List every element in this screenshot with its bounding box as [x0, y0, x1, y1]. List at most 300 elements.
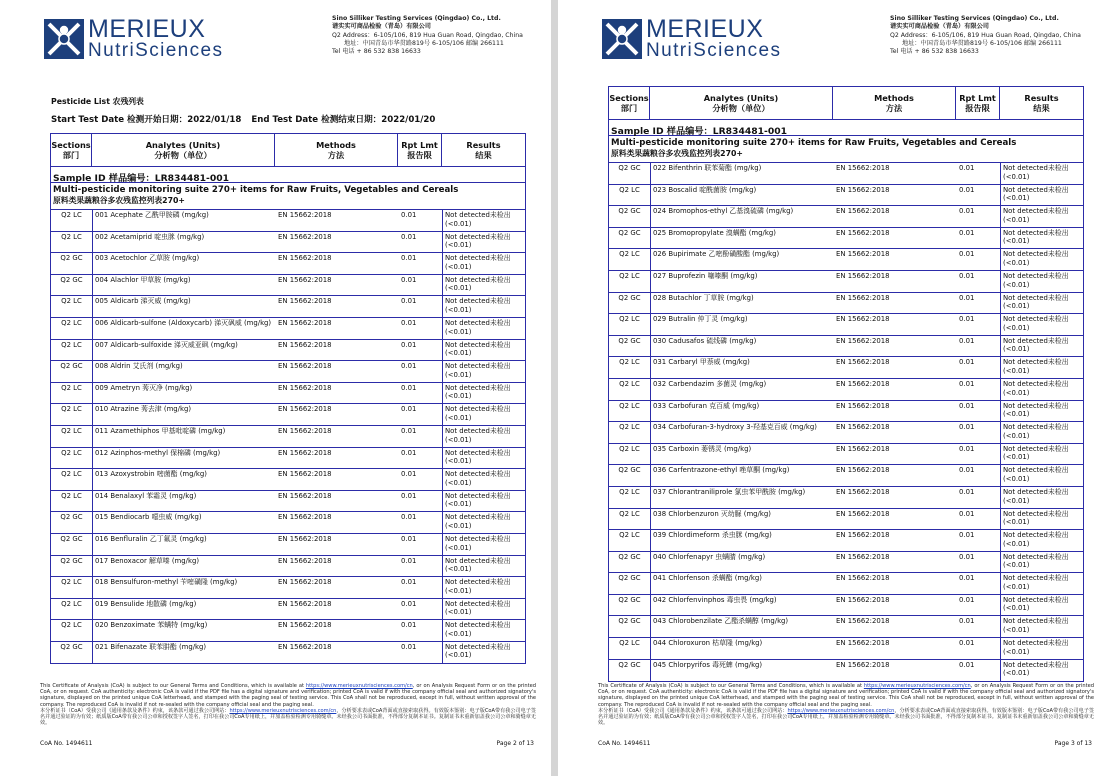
company-info — [332, 15, 547, 56]
sample-id: Sample ID 样品编号：LR834481-001 — [51, 167, 525, 183]
cell-result: Not detected未检出(<0.01) — [442, 318, 525, 339]
cell-rpt-lmt: 0.01 — [959, 595, 975, 604]
cell-rpt-lmt: 0.01 — [959, 336, 975, 345]
document-page-2 — [0, 0, 551, 776]
cell-analyte: 028 Butachlor 丁草胺 (mg/kg) — [650, 293, 833, 314]
cell-result: Not detected未检出(<0.01) — [442, 383, 525, 404]
header-methods: Methods 方法 — [833, 87, 956, 119]
table-row — [51, 534, 525, 556]
cell-section: Q2 LC — [619, 379, 640, 388]
cell-result: Not detected未检出(<0.01) — [442, 232, 525, 253]
table-row — [51, 620, 525, 642]
coa-number: CoA No. 1494611 — [598, 740, 651, 747]
table-row — [51, 275, 525, 297]
cell-analyte: 012 Azinphos-methyl 保棉磷 (mg/kg) — [92, 448, 275, 469]
cell-result: Not detected未检出(<0.01) — [1000, 444, 1083, 465]
cell-result: Not detected未检出(<0.01) — [1000, 552, 1083, 573]
cell-rpt-lmt: 0.01 — [959, 466, 975, 475]
cell-section: Q2 LC — [61, 578, 82, 587]
cell-result: Not detected未检出(<0.01) — [1000, 271, 1083, 292]
cell-analyte: 009 Ametryn 莠灭净 (mg/kg) — [92, 383, 275, 404]
cell-analyte: 037 Chlorantraniliprole 氯虫苯甲酰胺 (mg/kg) — [650, 487, 833, 508]
cell-analyte: 031 Carbaryl 甲萘威 (mg/kg) — [650, 357, 833, 378]
cell-result: Not detected未检出(<0.01) — [1000, 293, 1083, 314]
cell-result: Not detected未检出(<0.01) — [442, 469, 525, 490]
cell-rpt-lmt: 0.01 — [401, 318, 417, 327]
cell-section: Q2 LC — [61, 211, 82, 219]
table-row — [609, 185, 1083, 207]
cell-rpt-lmt: 0.01 — [959, 358, 975, 367]
cell-rpt-lmt: 0.01 — [959, 509, 975, 518]
cell-method: EN 15662:2018 — [836, 293, 890, 302]
cell-section: Q2 GC — [60, 275, 83, 284]
cell-analyte: 029 Butralin 仲丁灵 (mg/kg) — [650, 314, 833, 335]
cell-method: EN 15662:2018 — [278, 340, 332, 349]
results-table — [608, 86, 1084, 682]
cell-analyte: 013 Azoxystrobin 嘧菌酯 (mg/kg) — [92, 469, 275, 490]
cell-method: EN 15662:2018 — [278, 383, 332, 392]
cell-result: Not detected未检出(<0.01) — [1000, 638, 1083, 659]
cell-result: Not detected未检出(<0.01) — [442, 404, 525, 425]
cell-result: Not detected未检出(<0.01) — [1000, 465, 1083, 486]
cell-rpt-lmt: 0.01 — [401, 426, 417, 435]
cell-method: EN 15662:2018 — [278, 491, 332, 500]
table-row — [51, 340, 525, 362]
table-row — [51, 426, 525, 448]
cell-rpt-lmt: 0.01 — [401, 621, 417, 630]
document-page-3 — [558, 0, 1109, 776]
cell-analyte: 035 Carboxin 萎锈灵 (mg/kg) — [650, 444, 833, 465]
cell-rpt-lmt: 0.01 — [959, 293, 975, 302]
cell-result: Not detected未检出(<0.01) — [1000, 595, 1083, 616]
end-test-date: End Test Date 检测结束日期：2022/01/20 — [251, 115, 436, 125]
logo-sub: NutriSciences — [646, 40, 782, 61]
cell-method: EN 15662:2018 — [836, 639, 890, 648]
cell-method: EN 15662:2018 — [836, 401, 890, 410]
cell-result: Not detected未检出(<0.01) — [1000, 163, 1083, 184]
cell-rpt-lmt: 0.01 — [959, 531, 975, 540]
cell-result: Not detected未检出(<0.01) — [442, 534, 525, 555]
cell-rpt-lmt: 0.01 — [401, 599, 417, 608]
table-row — [609, 660, 1083, 682]
cell-section: Q2 GC — [60, 362, 83, 371]
cell-rpt-lmt: 0.01 — [401, 470, 417, 479]
cell-method: EN 15662:2018 — [278, 275, 332, 284]
cell-method: EN 15662:2018 — [836, 336, 890, 345]
cell-analyte: 023 Boscalid 啶酰菌胺 (mg/kg) — [650, 185, 833, 206]
terms-link-cn[interactable]: https://www.merieuxnutrisciences.com/cn — [787, 707, 895, 714]
cell-analyte: 015 Bendiocarb 噁虫威 (mg/kg) — [92, 512, 275, 533]
cell-method: EN 15662:2018 — [836, 660, 890, 669]
cell-method: EN 15662:2018 — [278, 362, 332, 371]
company-address-cn: 地址：中国青岛市华贯路819号 6-105/106 邮编 266111 — [902, 39, 1062, 47]
table-row — [51, 383, 525, 405]
cell-result: Not detected未检出(<0.01) — [442, 275, 525, 296]
cell-result: Not detected未检出(<0.01) — [442, 426, 525, 447]
cell-rpt-lmt: 0.01 — [959, 574, 975, 583]
cell-result: Not detected未检出(<0.01) — [1000, 573, 1083, 594]
cell-analyte: 039 Chlordimeform 杀虫脒 (mg/kg) — [650, 530, 833, 551]
cell-section: Q2 LC — [619, 509, 640, 518]
cell-result: Not detected未检出(<0.01) — [1000, 487, 1083, 508]
cell-section: Q2 GC — [60, 513, 83, 522]
cell-rpt-lmt: 0.01 — [959, 207, 975, 216]
cell-result: Not detected未检出(<0.01) — [1000, 530, 1083, 551]
table-row — [609, 357, 1083, 379]
cell-analyte: 007 Aldicarb-sulfoxide 涕灭威亚砜 (mg/kg) — [92, 340, 275, 361]
cell-analyte: 003 Acetochlor 乙草胺 (mg/kg) — [92, 253, 275, 274]
table-row — [609, 293, 1083, 315]
cell-result: Not detected未检出(<0.01) — [442, 577, 525, 598]
cell-method: EN 15662:2018 — [278, 599, 332, 608]
cell-rpt-lmt: 0.01 — [959, 617, 975, 626]
logo-name: MERIEUX — [646, 15, 764, 43]
table-row — [51, 491, 525, 513]
cell-rpt-lmt: 0.01 — [401, 448, 417, 457]
cell-section: Q2 LC — [619, 401, 640, 410]
table-header — [51, 134, 525, 167]
header-analytes: Analytes (Units) 分析物（单位） — [650, 87, 833, 119]
suite-title — [51, 183, 525, 210]
cell-result: Not detected未检出(<0.01) — [1000, 401, 1083, 422]
cell-analyte: 027 Buprofezin 噻嗪酮 (mg/kg) — [650, 271, 833, 292]
cell-section: Q2 GC — [618, 574, 641, 583]
cell-rpt-lmt: 0.01 — [401, 642, 417, 651]
cell-section: Q2 GC — [618, 466, 641, 475]
cell-method: EN 15662:2018 — [836, 164, 890, 172]
cell-section: Q2 LC — [61, 318, 82, 327]
cell-rpt-lmt: 0.01 — [401, 513, 417, 522]
table-row — [609, 444, 1083, 466]
cell-analyte: 011 Azamethiphos 甲基吡啶磷 (mg/kg) — [92, 426, 275, 447]
cell-method: EN 15662:2018 — [836, 595, 890, 604]
page-number: Page 3 of 13 — [1054, 740, 1092, 747]
cell-section: Q2 GC — [60, 254, 83, 263]
cell-analyte: 038 Chlorbenzuron 灭幼脲 (mg/kg) — [650, 509, 833, 530]
coa-number: CoA No. 1494611 — [40, 740, 93, 747]
cell-section: Q2 LC — [619, 185, 640, 194]
cell-method: EN 15662:2018 — [278, 297, 332, 306]
cell-method: EN 15662:2018 — [836, 207, 890, 216]
cell-section: Q2 LC — [619, 271, 640, 280]
sample-id: Sample ID 样品编号：LR834481-001 — [609, 120, 1083, 136]
cell-rpt-lmt: 0.01 — [959, 423, 975, 432]
cell-section: Q2 LC — [619, 444, 640, 453]
cell-method: EN 15662:2018 — [836, 250, 890, 259]
cell-section: Q2 LC — [61, 383, 82, 392]
company-name-en: Sino Silliker Testing Services (Qingdao) Co., Ltd. — [332, 15, 501, 22]
cell-result: Not detected未检出(<0.01) — [442, 448, 525, 469]
cell-section: Q2 LC — [61, 405, 82, 414]
cell-section: Q2 LC — [619, 531, 640, 540]
cell-result: Not detected未检出(<0.01) — [442, 210, 525, 231]
cell-analyte: 006 Aldicarb-sulfone (Aldoxycarb) 涕灭砜威 (mg/kg) — [92, 318, 275, 339]
table-row — [51, 232, 525, 254]
cell-section: Q2 LC — [61, 232, 82, 241]
company-name-en: Sino Silliker Testing Services (Qingdao) Co., Ltd. — [890, 15, 1059, 22]
company-name-cn: 谱实实可商品检验（青岛）有限公司 — [890, 23, 989, 31]
table-row — [609, 314, 1083, 336]
table-row — [51, 512, 525, 534]
cell-result: Not detected未检出(<0.01) — [1000, 509, 1083, 530]
merieux-logo — [602, 17, 802, 65]
cell-analyte: 021 Bifenazate 联苯肼酯 (mg/kg) — [92, 642, 275, 664]
cell-method: EN 15662:2018 — [278, 448, 332, 457]
cell-section: Q2 GC — [618, 336, 641, 345]
cell-method: EN 15662:2018 — [278, 534, 332, 543]
table-row — [51, 318, 525, 340]
cell-rpt-lmt: 0.01 — [401, 556, 417, 565]
suite-title-en: Multi-pesticide monitoring suite 270+ items for Raw Fruits, Vegetables and Cereals — [611, 138, 1017, 148]
cell-rpt-lmt: 0.01 — [401, 275, 417, 284]
page-gutter — [551, 0, 558, 776]
table-body — [51, 210, 525, 663]
cell-rpt-lmt: 0.01 — [959, 271, 975, 280]
cell-analyte: 045 Chlorpyrifos 毒死蜱 (mg/kg) — [650, 660, 833, 682]
cell-method: EN 15662:2018 — [836, 552, 890, 561]
terms-link-cn[interactable]: https://www.merieuxnutrisciences.com/cn — [229, 707, 337, 714]
cell-result: Not detected未检出(<0.01) — [442, 491, 525, 512]
cell-analyte: 026 Bupirimate 乙嘧酚磺酸酯 (mg/kg) — [650, 249, 833, 270]
cell-result: Not detected未检出(<0.01) — [442, 340, 525, 361]
cell-rpt-lmt: 0.01 — [959, 660, 975, 669]
cell-analyte: 008 Aldrin 艾氏剂 (mg/kg) — [92, 361, 275, 382]
cell-section: Q2 GC — [618, 552, 641, 561]
cell-rpt-lmt: 0.01 — [401, 491, 417, 500]
cell-method: EN 15662:2018 — [278, 621, 332, 630]
cell-section: Q2 GC — [618, 207, 641, 216]
page-number: Page 2 of 13 — [496, 740, 534, 747]
cell-rpt-lmt: 0.01 — [401, 534, 417, 543]
cell-rpt-lmt: 0.01 — [401, 297, 417, 306]
cell-analyte: 014 Benalaxyl 苯霜灵 (mg/kg) — [92, 491, 275, 512]
cell-method: EN 15662:2018 — [836, 487, 890, 496]
cell-method: EN 15662:2018 — [278, 642, 332, 651]
cell-result: Not detected未检出(<0.01) — [1000, 249, 1083, 270]
cell-rpt-lmt: 0.01 — [401, 383, 417, 392]
cell-analyte: 041 Chlorfenson 杀螨酯 (mg/kg) — [650, 573, 833, 594]
cell-method: EN 15662:2018 — [836, 617, 890, 626]
table-body — [609, 163, 1083, 681]
cell-method: EN 15662:2018 — [278, 254, 332, 263]
cell-section: Q2 LC — [61, 448, 82, 457]
company-info — [890, 15, 1105, 56]
company-address-en: Q2 Address：6-105/106, 819 Hua Guan Road, Qingdao, China — [890, 31, 1081, 39]
table-row — [51, 556, 525, 578]
cell-method: EN 15662:2018 — [836, 271, 890, 280]
cell-analyte: 001 Acephate 乙酰甲胺磷 (mg/kg) — [92, 210, 275, 231]
table-row — [51, 296, 525, 318]
table-row — [609, 401, 1083, 423]
header-results: Results 结果 — [466, 140, 501, 160]
table-row — [609, 595, 1083, 617]
cell-result: Not detected未检出(<0.01) — [442, 253, 525, 274]
table-row — [609, 465, 1083, 487]
table-row — [609, 616, 1083, 638]
cell-result: Not detected未检出(<0.01) — [1000, 336, 1083, 357]
cell-analyte: 018 Bensulfuron-methyl 苄嘧磺隆 (mg/kg) — [92, 577, 275, 598]
suite-title-cn: 原料类果蔬粮谷多农残监控列表270+ — [53, 196, 185, 205]
terms-link[interactable]: https://www.merieuxnutrisciences.com/cn — [305, 683, 413, 689]
suite-title-en: Multi-pesticide monitoring suite 270+ items for Raw Fruits, Vegetables and Cereals — [53, 185, 459, 195]
table-row — [609, 271, 1083, 293]
company-tel: Tel 电话 + 86 532 838 16633 — [890, 48, 979, 56]
cell-rpt-lmt: 0.01 — [959, 639, 975, 648]
header-analytes: Analytes (Units) 分析物（单位） — [92, 134, 275, 166]
table-row — [609, 573, 1083, 595]
merieux-logo — [44, 17, 244, 65]
cell-result: Not detected未检出(<0.01) — [1000, 660, 1083, 682]
header-sections: Sections 部门 — [609, 87, 650, 119]
cell-section: Q2 GC — [618, 228, 641, 237]
cell-rpt-lmt: 0.01 — [401, 362, 417, 371]
company-address-cn: 地址：中国青岛市华贯路819号 6-105/106 邮编 266111 — [344, 39, 504, 47]
cell-rpt-lmt: 0.01 — [401, 405, 417, 414]
cell-analyte: 025 Bromopropylate 溴螨酯 (mg/kg) — [650, 228, 833, 249]
cell-rpt-lmt: 0.01 — [959, 444, 975, 453]
cell-section: Q2 GC — [618, 595, 641, 604]
table-row — [51, 404, 525, 426]
table-row — [51, 642, 525, 664]
cell-rpt-lmt: 0.01 — [959, 164, 975, 172]
header-rpt-lmt: Rpt Lmt 报告限 — [398, 134, 442, 166]
cell-section: Q2 LC — [61, 297, 82, 306]
cell-result: Not detected未检出(<0.01) — [1000, 422, 1083, 443]
cell-method: EN 15662:2018 — [278, 318, 332, 327]
cell-analyte: 034 Carbofuran-3-hydroxy 3-羟基克百威 (mg/kg) — [650, 422, 833, 443]
table-row — [609, 638, 1083, 660]
cell-method: EN 15662:2018 — [278, 513, 332, 522]
table-row — [51, 448, 525, 470]
suite-title — [609, 136, 1083, 163]
company-address-en: Q2 Address：6-105/106, 819 Hua Guan Road, Qingdao, China — [332, 31, 523, 39]
cell-method: EN 15662:2018 — [836, 423, 890, 432]
table-row — [609, 422, 1083, 444]
cell-rpt-lmt: 0.01 — [401, 340, 417, 349]
cell-result: Not detected未检出(<0.01) — [442, 512, 525, 533]
cell-section: Q2 LC — [61, 491, 82, 500]
table-row — [609, 509, 1083, 531]
cell-method: EN 15662:2018 — [836, 531, 890, 540]
results-table — [50, 133, 526, 664]
cell-analyte: 002 Acetamiprid 啶虫脒 (mg/kg) — [92, 232, 275, 253]
cell-result: Not detected未检出(<0.01) — [1000, 228, 1083, 249]
cell-rpt-lmt: 0.01 — [401, 254, 417, 263]
cell-rpt-lmt: 0.01 — [401, 211, 417, 219]
cell-method: EN 15662:2018 — [278, 405, 332, 414]
cell-analyte: 030 Cadusafos 硫线磷 (mg/kg) — [650, 336, 833, 357]
cell-analyte: 033 Carbofuran 克百威 (mg/kg) — [650, 401, 833, 422]
cell-analyte: 040 Chlorfenapyr 虫螨腈 (mg/kg) — [650, 552, 833, 573]
cell-section: Q2 GC — [60, 556, 83, 565]
cell-analyte: 022 Bifenthrin 联苯菊酯 (mg/kg) — [650, 163, 833, 184]
table-row — [51, 469, 525, 491]
cell-analyte: 005 Aldicarb 涕灭威 (mg/kg) — [92, 296, 275, 317]
cell-rpt-lmt: 0.01 — [401, 578, 417, 587]
cell-analyte: 044 Chloroxuron 枯草隆 (mg/kg) — [650, 638, 833, 659]
disclaimer: This Certificate of Analysis (CoA) is subject to our General Terms and Conditions, which is available at https://www.merieuxnutrisciences.com/cn, or on Analysis Request Form or on the printed CoA, or on request. CoA authenticity: electronic CoA is valid if the PDF file has a digital signature and verification; printed CoA is valid if with the company official seal and authorized signatory's signature, displayed on the printed unique CoA letterhead, and stamped with the paging seal of testing service. This CoA shall not be reproduced, except in full, without written approval of the company. The reproduced CoA is invalid if not re-sealed with the company official seal and the paging seal. 本分析证书（CoA）受我公司《通用条款及条件》约束，该条款可通过我公司网站：https://www.merieuxnutrisciences.com/cn，分析要求表或CoA背面或直接索取获得。有效版本鉴别：电子版CoA带有我公司电子签名并通过验证的为有效；纸质版CoA带有我公司公章和授权签字人签名，打印在我公司CoA专用纸上，并加盖检验检测专用骑缝章。未经我公司书面批准，不得部分复制本证书。复制证书未重新加盖我公司公章和骑缝章无效。 — [40, 683, 536, 727]
cell-analyte: 010 Atrazine 莠去津 (mg/kg) — [92, 404, 275, 425]
cell-rpt-lmt: 0.01 — [959, 401, 975, 410]
cell-section: Q2 LC — [619, 250, 640, 259]
suite-title-cn: 原料类果蔬粮谷多农残监控列表270+ — [611, 149, 743, 158]
logo-mark-icon — [602, 19, 642, 59]
table-row — [609, 487, 1083, 509]
cell-method: EN 15662:2018 — [836, 315, 890, 324]
cell-method: EN 15662:2018 — [836, 466, 890, 475]
cell-section: Q2 LC — [61, 470, 82, 479]
cell-result: Not detected未检出(<0.01) — [1000, 357, 1083, 378]
cell-method: EN 15662:2018 — [836, 444, 890, 453]
cell-method: EN 15662:2018 — [278, 578, 332, 587]
company-tel: Tel 电话 + 86 532 838 16633 — [332, 48, 421, 56]
logo-sub: NutriSciences — [88, 40, 224, 61]
cell-section: Q2 LC — [619, 487, 640, 496]
cell-method: EN 15662:2018 — [836, 228, 890, 237]
cell-section: Q2 LC — [61, 426, 82, 435]
cell-analyte: 017 Benoxacor 解草嗪 (mg/kg) — [92, 556, 275, 577]
table-row — [609, 163, 1083, 185]
table-row — [609, 379, 1083, 401]
cell-result: Not detected未检出(<0.01) — [1000, 616, 1083, 637]
cell-method: EN 15662:2018 — [836, 358, 890, 367]
cell-rpt-lmt: 0.01 — [959, 228, 975, 237]
cell-analyte: 042 Chlorfenvinphos 毒虫畏 (mg/kg) — [650, 595, 833, 616]
cell-section: Q2 LC — [619, 423, 640, 432]
cell-rpt-lmt: 0.01 — [959, 315, 975, 324]
cell-analyte: 004 Alachlor 甲草胺 (mg/kg) — [92, 275, 275, 296]
cell-result: Not detected未检出(<0.01) — [1000, 379, 1083, 400]
start-test-date: Start Test Date 检测开始日期：2022/01/18 — [51, 115, 242, 125]
cell-result: Not detected未检出(<0.01) — [1000, 185, 1083, 206]
table-row — [51, 253, 525, 275]
cell-section: Q2 GC — [60, 642, 83, 651]
cell-section: Q2 LC — [61, 599, 82, 608]
cell-result: Not detected未检出(<0.01) — [442, 620, 525, 641]
cell-rpt-lmt: 0.01 — [959, 487, 975, 496]
header-methods: Methods 方法 — [275, 134, 398, 166]
cell-section: Q2 LC — [619, 315, 640, 324]
cell-section: Q2 GC — [618, 617, 641, 626]
table-row — [609, 336, 1083, 358]
cell-method: EN 15662:2018 — [278, 556, 332, 565]
cell-method: EN 15662:2018 — [278, 470, 332, 479]
cell-method: EN 15662:2018 — [278, 211, 332, 219]
logo-name: MERIEUX — [88, 15, 206, 43]
cell-analyte: 036 Carfentrazone-ethyl 唑草酮 (mg/kg) — [650, 465, 833, 486]
table-row — [609, 228, 1083, 250]
cell-rpt-lmt: 0.01 — [959, 185, 975, 194]
cell-analyte: 024 Bromophos-ethyl 乙基溴硫磷 (mg/kg) — [650, 206, 833, 227]
cell-result: Not detected未检出(<0.01) — [1000, 206, 1083, 227]
cell-rpt-lmt: 0.01 — [401, 232, 417, 241]
table-row — [609, 552, 1083, 574]
terms-link[interactable]: https://www.merieuxnutrisciences.com/cn — [863, 683, 971, 689]
cell-method: EN 15662:2018 — [836, 574, 890, 583]
cell-result: Not detected未检出(<0.01) — [442, 599, 525, 620]
table-row — [51, 361, 525, 383]
header-rpt-lmt: Rpt Lmt 报告限 — [956, 87, 1000, 119]
cell-result: Not detected未检出(<0.01) — [1000, 314, 1083, 335]
cell-section: Q2 GC — [618, 293, 641, 302]
cell-section: Q2 GC — [60, 534, 83, 543]
cell-analyte: 019 Bensulide 地散磷 (mg/kg) — [92, 599, 275, 620]
company-name-cn: 谱实实可商品检验（青岛）有限公司 — [332, 23, 431, 31]
table-row — [609, 249, 1083, 271]
header-results: Results 结果 — [1024, 93, 1059, 113]
cell-section: Q2 LC — [61, 621, 82, 630]
cell-rpt-lmt: 0.01 — [959, 250, 975, 259]
